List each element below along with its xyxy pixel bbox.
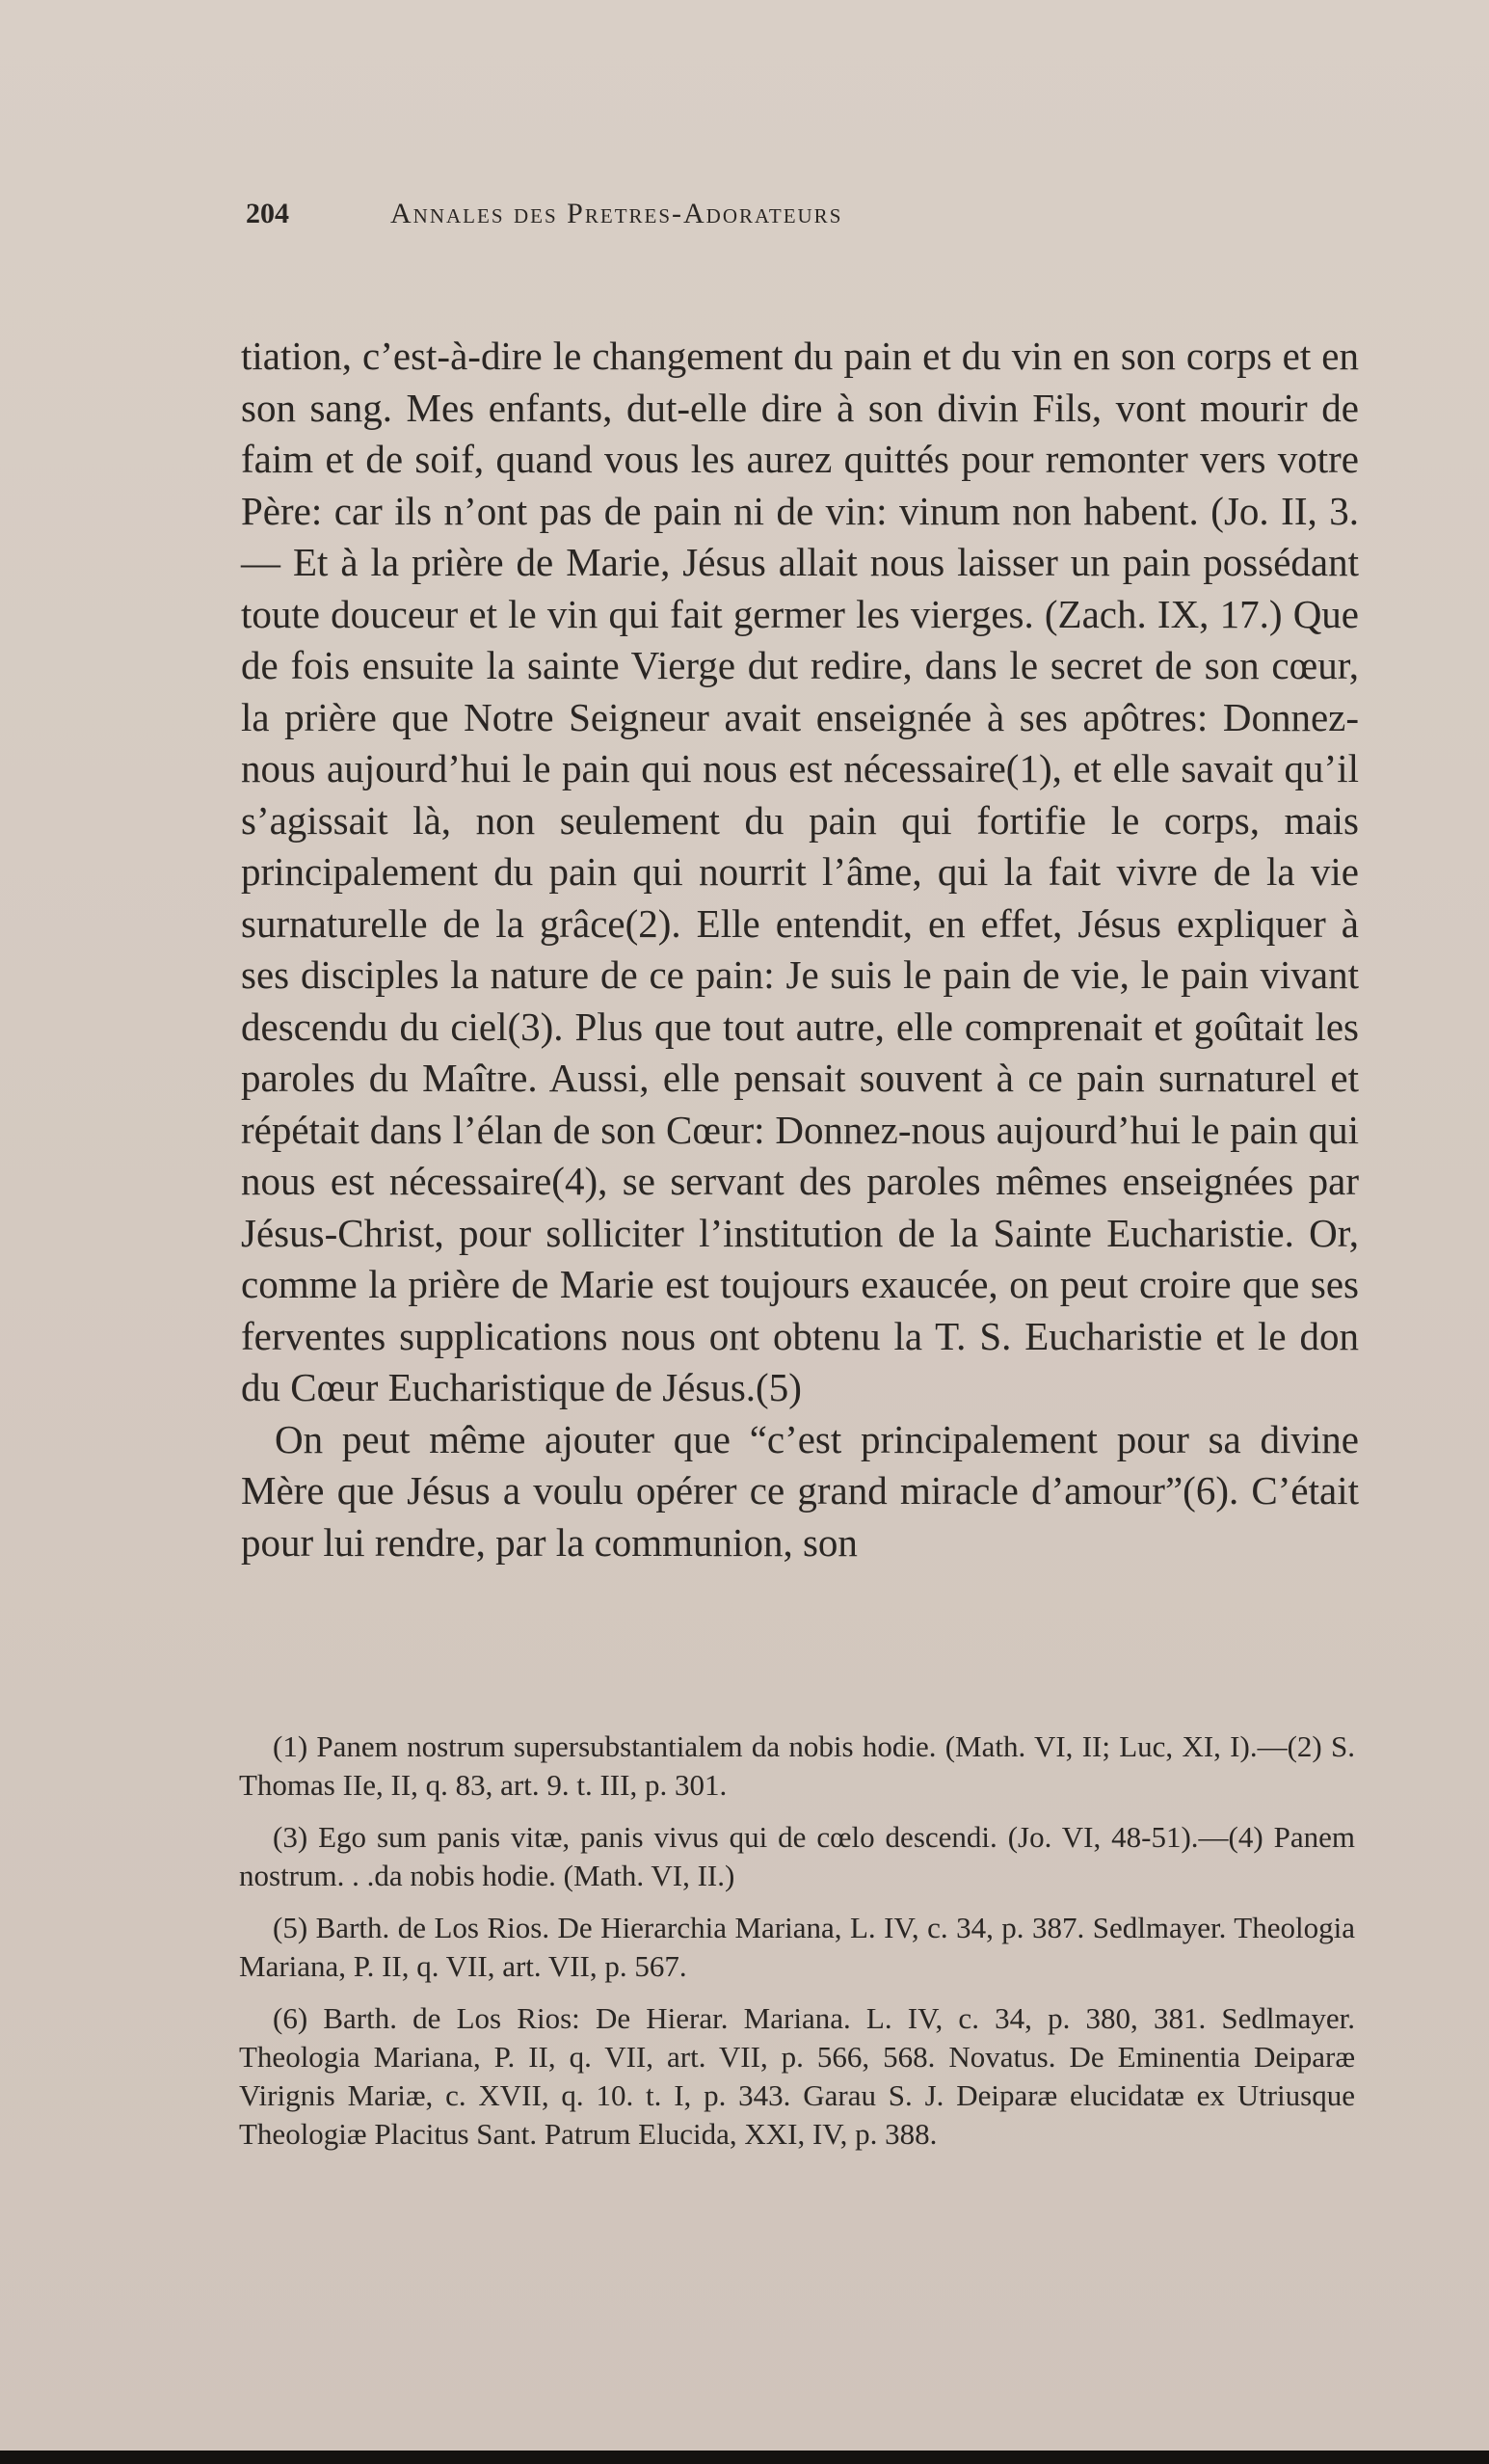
body-text [241,331,1359,1568]
footnote: (1) Panem nostrum supersubstantialem da nobis hodie. (Math. VI, II; Luc, XI, I).—(2) S. Thomas IIe, II, q. 83, art. 9. t. III, p. 301. [239,1729,1355,1802]
page-header [246,198,1113,230]
footnote: (6) Barth. de Los Rios: De Hierar. Mariana. L. IV, c. 34, p. 380, 381. Sedlmayer. Theologia Mariana, P. II, q. VII, art. VII, p. 566, 568. Novatus. De Eminentia Deiparæ Virignis Mariæ, c. XVII, q. 10. t. I, p. 343. Garau S. J. Deiparæ elucidatæ ex Utriusque Theologiæ Placitus Sant. Patrum Elucida, XXI, IV, p. 388. [239,2001,1355,2151]
body-paragraph: tiation, c’est-à-dire le changement du pain et du vin en son corps et en son sang. Mes enfants, dut-elle dire à son divin Fils, vont mourir de faim et de soif, quand vous les aurez quittés pour remonter vers votre Père: car ils n’ont pas de pain ni de vin: vinum non habent. (Jo. II, 3.— Et à la prière de Marie, Jésus allait nous laisser un pain possédant toute douceur et le vin qui fait germer les vierges. (Zach. IX, 17.) Que de fois ensuite la sainte Vierge dut redire, dans le secret de son cœur, la prière que Notre Seigneur avait enseignée à ses apôtres: Donnez-nous aujourd’hui le pain qui nous est nécessaire(1), et elle savait qu’il s’agissait là, non seulement du pain qui fortifie le corps, mais principalement du pain qui nourrit l’âme, qui la fait vivre de la vie surnaturelle de la grâce(2). Elle entendit, en effet, Jésus expliquer à ses disciples la nature de ce pain: Je suis le pain de vie, le pain vivant descendu du ciel(3). Plus que tout autre, elle comprenait et goûtait les paroles du Maître. Aussi, elle pensait souvent à ce pain surnaturel et répétait dans l’élan de son Cœur: Donnez-nous aujourd’hui le pain qui nous est nécessaire(4), se servant des paroles mêmes enseignées par Jésus-Christ, pour solliciter l’institution de la Sainte Eucharistie. Or, comme la prière de Marie est toujours exaucée, on peut croire que ses ferventes supplications nous ont obtenu la T. S. Eucharistie et le don du Cœur Eucharistique de Jésus.(5) [241,334,1359,1409]
scan-edge-band [0,2451,1489,2464]
footnotes [239,1727,1355,2167]
body-paragraph: On peut même ajouter que “c’est principalement pour sa divine Mère que Jésus a voulu opérer ce grand miracle d’amour”(6). C’était pour lui rendre, par la communion, son [241,1416,1359,1565]
page-number: 204 [246,198,289,229]
running-title: Annales des Pretres-Adorateurs [390,198,843,229]
footnote: (3) Ego sum panis vitæ, panis vivus qui de cœlo descendi. (Jo. VI, 48-51).—(4) Panem nostrum. . .da nobis hodie. (Math. VI, II.) [239,1820,1355,1892]
footnote: (5) Barth. de Los Rios. De Hierarchia Mariana, L. IV, c. 34, p. 387. Sedlmayer. Theologia Mariana, P. II, q. VII, art. VII, p. 567. [239,1911,1355,1983]
